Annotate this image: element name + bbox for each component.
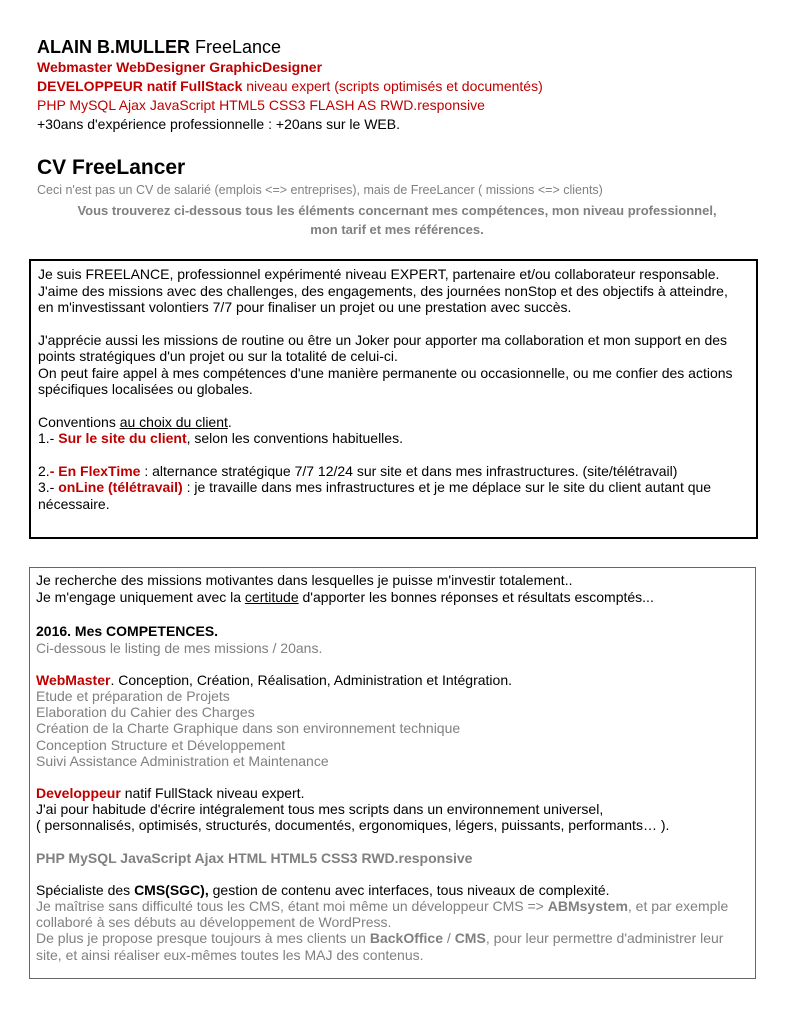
- commitment-text: d'apporter les bonnes réponses et résultats escomptés...: [298, 589, 654, 606]
- webmaster-item: Suivi Assistance Administration et Maintenance: [36, 752, 329, 769]
- competences-box: [29, 567, 756, 979]
- cms-text: , et par exemple: [627, 898, 729, 915]
- roles-line: Webmaster WebDesigner GraphicDesigner: [37, 59, 323, 75]
- webmaster-detail: . Conception, Création, Réalisation, Administration et Intégration.: [110, 671, 512, 688]
- competences-title: 2016. Mes COMPETENCES.: [36, 623, 219, 640]
- developer-detail: natif FullStack niveau expert.: [120, 785, 305, 802]
- cv-title: CV FreeLancer: [37, 156, 186, 179]
- cv-note: Ceci n'est pas un CV de salarié (emplois <=> entreprises), mais de FreeLancer ( missions <=> clients): [37, 183, 603, 197]
- cv-intro-line: mon tarif et mes références.: [310, 222, 484, 237]
- commitment-line: [36, 589, 749, 605]
- author-name-suffix: FreeLance: [189, 37, 282, 57]
- cms-abmsystem: ABMsystem: [547, 898, 628, 915]
- cms-label: CMS(SGC),: [134, 881, 209, 898]
- cms-backoffice: BackOffice: [369, 930, 444, 947]
- webmaster-item: Etude et préparation de Projets: [36, 688, 230, 705]
- text-line: spécifiques localisées ou globales.: [38, 381, 253, 397]
- cms-heading: [36, 882, 749, 898]
- text-line: Je suis FREELANCE, professionnel expérimenté niveau EXPERT, partenaire et/ou collaborateur responsable.: [38, 266, 720, 282]
- developer-label: Developpeur: [36, 785, 121, 802]
- convention-number: 1.-: [38, 430, 59, 446]
- conventions-choice: au choix du client: [119, 413, 228, 430]
- cv-intro-line: Vous trouverez ci-dessous tous les éléments concernant mes compétences, mon niveau professionnel,: [77, 203, 717, 218]
- convention-1: [38, 430, 749, 447]
- text-line: en m'investissant volontiers 7/7 pour finaliser un projet ou une prestation avec succès.: [38, 299, 572, 315]
- text-line: ( personnalisés, optimisés, structurés, documentés, ergonomiques, légers, puissants, performants… ).: [36, 817, 670, 834]
- cms-line: collaboré à ses débuts au développement de WordPress.: [36, 914, 392, 931]
- conventions-line: [38, 414, 749, 431]
- freelance-presentation-box: [29, 259, 758, 539]
- conventions-period: .: [227, 413, 232, 430]
- webmaster-item: Création de la Charte Graphique dans son environnement technique: [36, 720, 461, 737]
- convention-detail: : je travaille dans mes infrastructures et je me déplace sur le site du client autant que: [182, 479, 712, 495]
- convention-detail: , selon les conventions habituelles.: [186, 430, 403, 446]
- text-line: On peut faire appel à mes compétences d'une manière permanente ou occasionnelle, ou me confier des actions: [38, 364, 733, 381]
- cms-text: /: [443, 930, 455, 947]
- cms-text: De plus je propose presque toujours à mes clients un: [36, 930, 370, 947]
- conventions-label: Conventions: [38, 413, 120, 430]
- webmaster-list: [36, 688, 749, 769]
- cms-text: Je maîtrise sans difficulté tous les CMS, étant moi même un développeur CMS =>: [36, 898, 548, 915]
- cms-line: site, et ainsi réaliser eux-mêmes toutes les MAJ des contenus.: [36, 946, 424, 963]
- convention-name: - En FlexTime: [49, 462, 141, 479]
- author-name-line: [37, 36, 757, 58]
- commitment-certitude: certitude: [244, 589, 299, 606]
- developer-title: DEVELOPPEUR natif FullStack: [37, 78, 243, 94]
- competences-subtitle: Ci-dessous le listing de mes missions / 20ans.: [36, 639, 323, 656]
- webmaster-label: WebMaster: [36, 671, 111, 688]
- developer-heading: [36, 785, 749, 801]
- header: [37, 36, 757, 134]
- convention-name: onLine (télétravail): [58, 479, 183, 495]
- convention-number: 2.: [38, 462, 50, 479]
- cms-line: [36, 930, 749, 946]
- text-line: Je recherche des missions motivantes dans lesquelles je puisse m'investir totalement..: [36, 572, 573, 588]
- author-name: ALAIN B.MULLER: [37, 37, 190, 57]
- experience-line: +30ans d'expérience professionnelle : +20ans sur le WEB.: [37, 116, 401, 132]
- cms-cms: CMS: [454, 930, 486, 947]
- convention-detail: : alternance stratégique 7/7 12/24 sur site et dans mes infrastructures. (site/télétravail): [140, 462, 678, 479]
- webmaster-item: Elaboration du Cahier des Charges: [36, 704, 255, 721]
- cms-text: Spécialiste des: [36, 881, 135, 898]
- commitment-text: Je m'engage uniquement avec la: [36, 589, 245, 606]
- tech-line: PHP MySQL Ajax JavaScript HTML5 CSS3 FLASH AS RWD.responsive: [37, 97, 485, 113]
- text-line: J'ai pour habitude d'écrire intégralement tous mes scripts dans un environnement universel,: [36, 801, 604, 818]
- developer-detail: niveau expert (scripts optimisés et documentés): [242, 78, 543, 94]
- convention-name: Sur le site du client: [58, 430, 187, 446]
- cms-line: [36, 898, 749, 914]
- tech-list: PHP MySQL JavaScript Ajax HTML HTML5 CSS3 RWD.responsive: [36, 849, 473, 866]
- cms-text: , pour leur permettre d'administrer leur: [485, 930, 724, 947]
- webmaster-item: Conception Structure et Développement: [36, 736, 286, 753]
- convention-number: 3.-: [38, 479, 59, 495]
- cv-intro: [37, 201, 757, 239]
- convention-3: [38, 479, 749, 496]
- convention-2: [38, 463, 749, 480]
- text-line: points stratégiques d'un projet ou sur la totalité de celui-ci.: [38, 348, 398, 364]
- text-line: J'apprécie aussi les missions de routine ou être un Joker pour apporter ma collaboration et mon support en des: [38, 331, 728, 348]
- developer-line: [37, 77, 757, 96]
- text-line: J'aime des missions avec des challenges, des engagements, des journées nonStop et des objectifs à atteindre,: [38, 282, 728, 299]
- text-line: nécessaire.: [38, 495, 110, 512]
- webmaster-heading: [36, 672, 749, 688]
- cms-text: gestion de contenu avec interfaces, tous niveaux de complexité.: [208, 881, 610, 898]
